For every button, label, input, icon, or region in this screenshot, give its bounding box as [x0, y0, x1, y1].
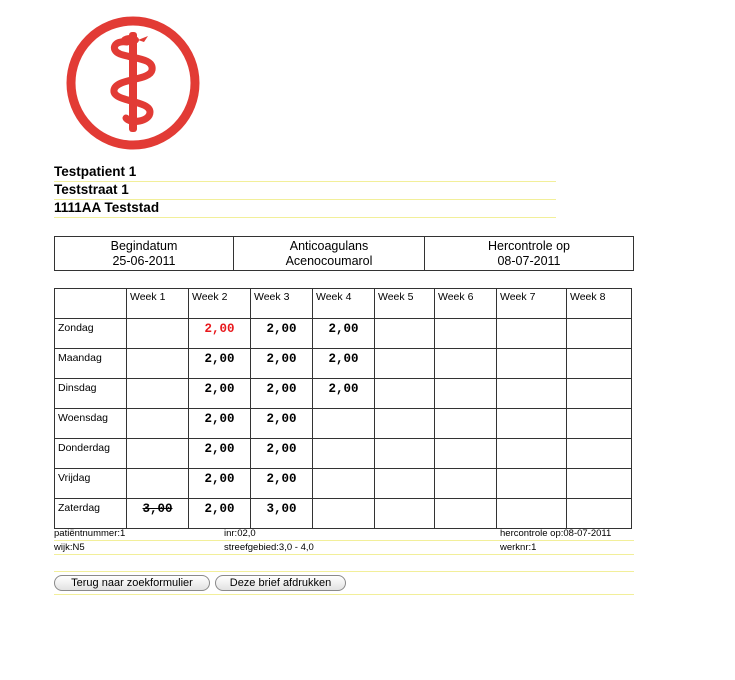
week-header: Week 2 [189, 289, 251, 319]
dose-cell: 2,00 [251, 409, 313, 439]
dose-cell [497, 469, 567, 499]
dose-cell: 2,00 [189, 439, 251, 469]
footer-row-1 [54, 527, 634, 541]
dose-cell [313, 469, 375, 499]
week-header: Week 7 [497, 289, 567, 319]
week-header: Week 3 [251, 289, 313, 319]
dose-cell: 2,00 [251, 469, 313, 499]
dose-cell [435, 349, 497, 379]
dose-cell [375, 319, 435, 349]
dose-cell: 2,00 [313, 319, 375, 349]
print-letter-button[interactable]: Deze brief afdrukken [215, 575, 346, 591]
day-label: Vrijdag [55, 469, 127, 499]
dose-cell [375, 349, 435, 379]
dose-cell [497, 379, 567, 409]
treatment-info-table [54, 236, 634, 271]
dose-cell: 2,00 [313, 349, 375, 379]
day-label: Zaterdag [55, 499, 127, 529]
anticoagulant-label: Anticoagulans [289, 238, 369, 253]
dose-cell [313, 409, 375, 439]
button-row [54, 571, 634, 595]
day-row [55, 379, 632, 409]
week-header: Week 6 [435, 289, 497, 319]
dose-cell [375, 499, 435, 529]
day-row [55, 469, 632, 499]
inr-value: inr:02,0 [224, 528, 256, 539]
dose-cell [497, 409, 567, 439]
day-label: Donderdag [55, 439, 127, 469]
dose-cell [375, 439, 435, 469]
dose-cell [375, 469, 435, 499]
dose-cell [497, 439, 567, 469]
dose-cell [375, 409, 435, 439]
day-label: Woensdag [55, 409, 127, 439]
dose-cell: 2,00 [251, 349, 313, 379]
dose-cell [127, 409, 189, 439]
day-row [55, 439, 632, 469]
week-header: Week 5 [375, 289, 435, 319]
dose-cell [127, 319, 189, 349]
dose-cell [375, 379, 435, 409]
dose-cell [567, 319, 632, 349]
dose-cell [567, 439, 632, 469]
week-header: Week 1 [127, 289, 189, 319]
dose-cell [567, 469, 632, 499]
start-date-cell [55, 237, 234, 271]
back-to-search-button[interactable]: Terug naar zoekformulier [54, 575, 210, 591]
dose-cell [127, 439, 189, 469]
dose-cell [497, 349, 567, 379]
dose-cell [567, 499, 632, 529]
patient-number: patiëntnummer:1 [54, 528, 126, 539]
day-label: Zondag [55, 319, 127, 349]
dose-cell [435, 379, 497, 409]
dose-cell [313, 439, 375, 469]
dose-cell: 2,00 [189, 469, 251, 499]
patient-street: Teststraat 1 [54, 181, 556, 200]
dose-cell: 2,00 [251, 379, 313, 409]
dose-cell [497, 319, 567, 349]
target-range: streefgebied:3,0 - 4,0 [224, 542, 314, 553]
day-row [55, 349, 632, 379]
dose-cell [567, 379, 632, 409]
dose-cell: 3,00 [127, 499, 189, 529]
week-header: Week 4 [313, 289, 375, 319]
dose-cell: 2,00 [189, 379, 251, 409]
dose-cell [313, 499, 375, 529]
dose-cell [435, 439, 497, 469]
dose-cell: 2,00 [189, 319, 251, 349]
anticoagulant-value: Acenocoumarol [285, 253, 373, 268]
dose-cell: 3,00 [251, 499, 313, 529]
patient-name: Testpatient 1 [54, 163, 556, 182]
work-number: werknr:1 [500, 542, 537, 553]
dose-cell [497, 499, 567, 529]
dose-cell [435, 319, 497, 349]
dose-cell: 2,00 [251, 439, 313, 469]
dose-cell [127, 469, 189, 499]
dose-cell [435, 469, 497, 499]
day-row [55, 499, 632, 529]
dose-cell: 2,00 [189, 349, 251, 379]
corner-header [55, 289, 127, 319]
recheck-date-value: 08-07-2011 [497, 253, 561, 268]
dose-cell [127, 349, 189, 379]
day-row [55, 409, 632, 439]
dose-cell: 2,00 [313, 379, 375, 409]
dose-cell [435, 499, 497, 529]
recheck-date: hercontrole op:08-07-2011 [500, 528, 612, 539]
dose-cell: 2,00 [189, 409, 251, 439]
rod-of-asclepius-logo [64, 14, 202, 152]
day-label: Dinsdag [55, 379, 127, 409]
anticoagulant-cell [234, 237, 425, 271]
start-date-value: 25-06-2011 [112, 253, 176, 268]
day-row [55, 319, 632, 349]
week-header-row [55, 289, 632, 319]
patient-city: 1111AA Teststad [54, 199, 556, 218]
week-header: Week 8 [567, 289, 632, 319]
dose-cell [567, 409, 632, 439]
recheck-date-label: Hercontrole op [488, 238, 570, 253]
dose-cell: 2,00 [189, 499, 251, 529]
start-date-label: Begindatum [110, 238, 178, 253]
footer-row-2 [54, 541, 634, 555]
dose-cell [435, 409, 497, 439]
dose-cell [567, 349, 632, 379]
dose-cell: 2,00 [251, 319, 313, 349]
dosage-schedule-table [54, 288, 632, 529]
dose-cell [127, 379, 189, 409]
recheck-date-cell [425, 237, 634, 271]
district: wijk:N5 [54, 542, 85, 553]
day-label: Maandag [55, 349, 127, 379]
